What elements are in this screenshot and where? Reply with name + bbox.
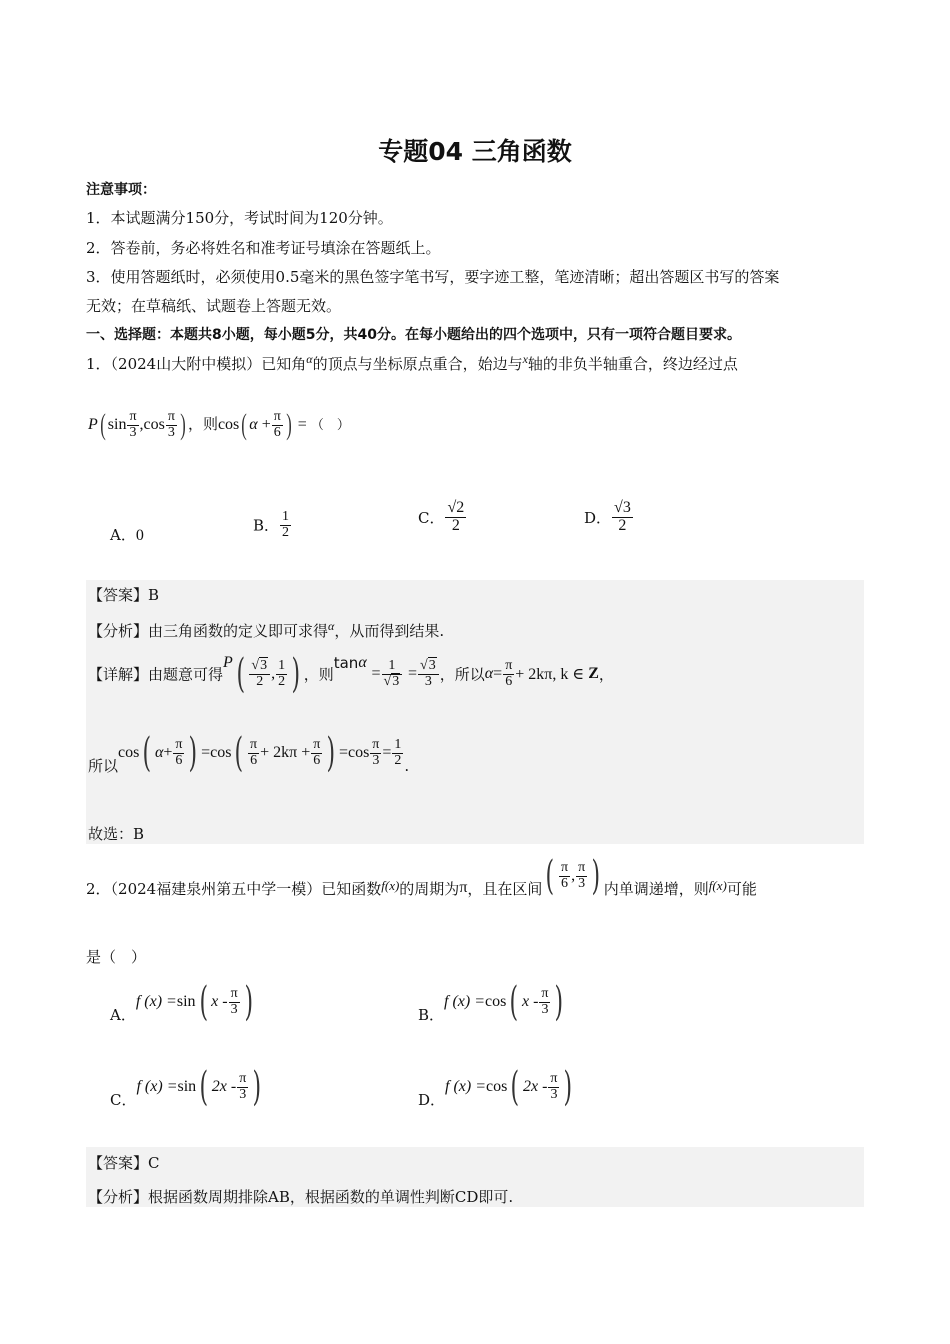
left-paren: ( bbox=[199, 1064, 209, 1110]
right-paren: ) bbox=[286, 408, 292, 442]
fraction bbox=[370, 738, 381, 768]
denominator: 6 bbox=[250, 752, 258, 768]
numerator: √3 bbox=[614, 499, 631, 516]
fraction bbox=[166, 410, 177, 440]
q2-stem bbox=[86, 853, 757, 899]
left-paren: ( bbox=[100, 408, 106, 442]
arg: x - bbox=[211, 993, 228, 1010]
q2-option-c[interactable] bbox=[110, 1064, 265, 1110]
fx: f(x) bbox=[381, 878, 400, 893]
denominator: 2 bbox=[256, 673, 264, 689]
arg: 2x - bbox=[522, 1078, 548, 1095]
alpha-symbol: α bbox=[306, 352, 313, 366]
integer-set: Z bbox=[588, 665, 599, 682]
denominator: 3 bbox=[230, 1001, 238, 1017]
q2-stem-text: 内单调递增，则 bbox=[603, 880, 709, 898]
fraction bbox=[280, 510, 291, 540]
q1-analysis bbox=[88, 619, 444, 641]
denominator: 6 bbox=[313, 752, 321, 768]
analysis-text: ，从而得到结果. bbox=[334, 622, 445, 640]
alpha-symbol: α bbox=[358, 654, 367, 671]
fraction bbox=[612, 500, 633, 535]
notes-item: 无效；在草稿纸、试题卷上答题无效。 bbox=[86, 297, 342, 315]
fraction bbox=[418, 659, 439, 689]
numerator: 1 bbox=[394, 736, 402, 752]
option-label: A． bbox=[110, 1006, 136, 1024]
q1-option-c[interactable] bbox=[418, 500, 467, 535]
left-paren: ( bbox=[509, 979, 519, 1025]
fraction bbox=[503, 659, 514, 689]
radicand: 3 bbox=[428, 657, 436, 673]
equals: = bbox=[338, 744, 348, 761]
fraction bbox=[576, 861, 587, 891]
denominator: 3 bbox=[550, 1086, 558, 1102]
denominator: 2 bbox=[282, 524, 290, 540]
cos-text: cos bbox=[143, 415, 165, 433]
fraction bbox=[559, 861, 570, 891]
numerator: π bbox=[175, 736, 183, 752]
fn-name: sin bbox=[177, 1078, 197, 1095]
notes-item: 2．答卷前，务必将姓名和准考证号填涂在答题纸上。 bbox=[86, 239, 441, 257]
cos-text: cos bbox=[217, 415, 240, 433]
q2-answer bbox=[88, 1152, 160, 1173]
q1-option-b[interactable] bbox=[253, 510, 292, 540]
denominator: 6 bbox=[175, 752, 183, 768]
period: . bbox=[404, 757, 410, 775]
sin-text: sin bbox=[107, 415, 127, 433]
answer-label: 【答案】 bbox=[88, 1154, 149, 1172]
q2-analysis bbox=[88, 1186, 513, 1207]
analysis-label: 【分析】 bbox=[88, 1188, 149, 1206]
sqrt: √3 bbox=[383, 673, 400, 689]
q1-detail-line bbox=[88, 651, 614, 697]
notes-item: 1．本试题满分150分，考试时间为120分钟。 bbox=[86, 209, 393, 227]
left-paren: ( bbox=[199, 979, 208, 1025]
answer-value: C bbox=[148, 1154, 160, 1172]
q1-number: 1． bbox=[86, 355, 111, 373]
equals: = bbox=[201, 744, 211, 761]
q2-stem-text: ，且在区间 bbox=[467, 880, 543, 898]
alpha-symbol: α bbox=[484, 665, 494, 682]
numerator: 1 bbox=[282, 509, 290, 524]
plus: + bbox=[163, 744, 173, 761]
q2-option-b[interactable] bbox=[418, 979, 567, 1025]
left-paren: ( bbox=[236, 651, 245, 697]
q1-source: （2024山大附中模拟） bbox=[110, 355, 262, 373]
option-label: A． bbox=[110, 526, 136, 544]
denominator: 2 bbox=[394, 752, 402, 768]
equals: = bbox=[408, 665, 418, 682]
fraction bbox=[311, 738, 322, 768]
cos-text: cos bbox=[210, 744, 232, 761]
q1-detail-line bbox=[88, 730, 410, 776]
q2-stem-text: 已知函数 bbox=[321, 880, 382, 898]
plus: + bbox=[261, 415, 271, 433]
fn-name: cos bbox=[485, 993, 507, 1010]
radicand: 3 bbox=[392, 673, 400, 689]
denominator: 3 bbox=[541, 1001, 549, 1017]
alpha-symbol: α bbox=[249, 415, 258, 433]
denominator: 2 bbox=[278, 673, 286, 689]
left-paren: ( bbox=[510, 1064, 520, 1110]
numerator: π bbox=[541, 985, 549, 1001]
fraction bbox=[127, 410, 138, 440]
numerator: √2 bbox=[447, 499, 465, 516]
right-paren: ) bbox=[188, 730, 198, 776]
numerator: 1 bbox=[382, 659, 403, 675]
f-eq: f (x) = bbox=[444, 993, 486, 1010]
sqrt: √3 bbox=[251, 657, 268, 673]
numerator: π bbox=[561, 859, 569, 875]
numerator: π bbox=[129, 409, 137, 424]
analysis-label: 【分析】 bbox=[88, 622, 149, 640]
alpha-symbol: α bbox=[328, 619, 335, 633]
numerator bbox=[418, 659, 439, 675]
fx: f(x) bbox=[708, 878, 727, 893]
sqrt: √3 bbox=[420, 657, 436, 673]
arg: x - bbox=[521, 993, 539, 1010]
option-label: D． bbox=[584, 508, 612, 527]
numerator: π bbox=[372, 736, 380, 752]
denominator: 3 bbox=[129, 424, 137, 440]
cos-text: cos bbox=[347, 744, 370, 761]
right-paren: ) bbox=[180, 408, 186, 442]
fraction bbox=[248, 738, 259, 768]
option-label: B． bbox=[418, 1006, 445, 1024]
q1-choose: 故选：B bbox=[88, 825, 145, 843]
numerator: π bbox=[505, 657, 513, 673]
blank: （ ） bbox=[310, 416, 350, 432]
detail-text: ，所以 bbox=[439, 665, 485, 684]
analysis-text: 由三角函数的定义即可求得 bbox=[148, 622, 329, 640]
q2-stem-text: 的周期为 bbox=[399, 880, 460, 898]
denominator: 3 bbox=[424, 673, 432, 689]
numerator: 1 bbox=[278, 657, 286, 673]
q1-stem-text: 已知角 bbox=[261, 355, 307, 373]
fraction bbox=[392, 738, 403, 768]
right-paren: ) bbox=[554, 979, 564, 1025]
fraction bbox=[382, 659, 403, 689]
q1-answer bbox=[88, 584, 159, 605]
q2-option-d[interactable] bbox=[418, 1064, 576, 1110]
option-label: C． bbox=[418, 508, 445, 527]
numerator: π bbox=[273, 409, 281, 424]
equals: = bbox=[493, 665, 503, 682]
comma: , bbox=[571, 867, 576, 884]
equals: = bbox=[297, 415, 307, 433]
point-p: P bbox=[88, 415, 98, 433]
numerator: π bbox=[550, 1070, 558, 1086]
denominator: 3 bbox=[239, 1086, 247, 1102]
denominator: 6 bbox=[273, 424, 281, 440]
denominator: 6 bbox=[505, 673, 513, 689]
denominator bbox=[382, 675, 403, 690]
q1-option-d[interactable] bbox=[584, 500, 634, 535]
fraction bbox=[249, 659, 270, 689]
section-heading: 一、选择题：本题共8小题，每小题5分，共40分。在每小题给出的四个选项中，只有一项符合题目要求。 bbox=[86, 327, 741, 343]
left-paren: ( bbox=[234, 730, 244, 776]
q1-stem-text: 的顶点与坐标原点重合，始边与 bbox=[312, 355, 523, 373]
numerator: π bbox=[313, 736, 321, 752]
option-label: B． bbox=[253, 516, 280, 535]
then-text: ，则 bbox=[187, 416, 218, 433]
right-paren: ) bbox=[291, 651, 301, 697]
equals: = bbox=[371, 665, 381, 682]
x-symbol: x bbox=[522, 352, 528, 366]
right-paren: ) bbox=[252, 1064, 262, 1110]
fn-name: sin bbox=[176, 993, 196, 1010]
q2-number: 2． bbox=[86, 880, 111, 898]
numerator: π bbox=[230, 985, 238, 1001]
numerator: π bbox=[239, 1070, 247, 1086]
q1-stem bbox=[86, 352, 738, 374]
right-paren: ) bbox=[244, 979, 253, 1025]
denominator: 3 bbox=[372, 752, 380, 768]
numerator: π bbox=[167, 409, 175, 424]
k-text: + 2kπ, k ∈ bbox=[515, 666, 589, 683]
q2-stem-cont: 是（ ） bbox=[86, 948, 147, 966]
fraction bbox=[173, 738, 184, 768]
right-paren: ) bbox=[326, 730, 336, 776]
notes-item: 3．使用答题纸时，必须使用0.5毫米的黑色签字笔书写，要字迹工整，笔迹清晰；超出答题区书写的答案 bbox=[86, 268, 780, 286]
numerator bbox=[249, 659, 270, 675]
denominator: 3 bbox=[578, 875, 586, 891]
detail-text: 由题意可得 bbox=[148, 665, 224, 684]
fraction bbox=[548, 1072, 559, 1102]
page-title: 专题04 三角函数 bbox=[378, 137, 572, 166]
q2-stem-text: 可能 bbox=[726, 880, 757, 898]
tan-text: tan bbox=[333, 654, 359, 672]
f-eq: f (x) = bbox=[135, 993, 177, 1010]
option-value: 0 bbox=[135, 527, 144, 544]
option-label: D． bbox=[418, 1091, 446, 1109]
equals: = bbox=[382, 744, 392, 761]
f-eq: f (x) = bbox=[445, 1078, 487, 1095]
denominator: 2 bbox=[618, 516, 627, 534]
right-paren: ) bbox=[591, 853, 601, 899]
analysis-text: 根据函数周期排除AB，根据函数的单调性判断CD即可. bbox=[148, 1188, 514, 1206]
fraction bbox=[276, 659, 287, 689]
detail-label: 【详解】 bbox=[88, 665, 149, 684]
numerator: π bbox=[250, 736, 258, 752]
denominator: 2 bbox=[451, 516, 460, 534]
fraction bbox=[229, 987, 240, 1017]
arg: 2x - bbox=[211, 1078, 237, 1095]
left-paren: ( bbox=[545, 853, 555, 899]
q2-source: （2024福建泉州第五中学一模） bbox=[110, 880, 322, 898]
fn-name: cos bbox=[486, 1078, 508, 1095]
answer-label: 【答案】 bbox=[88, 586, 149, 604]
detail-text: 所以 bbox=[88, 757, 119, 775]
notes-heading: 注意事项： bbox=[86, 182, 156, 198]
fraction bbox=[445, 500, 466, 535]
numerator: π bbox=[578, 859, 586, 875]
detail-text: ，则 bbox=[303, 665, 334, 684]
left-paren: ( bbox=[241, 408, 248, 442]
q1-stem-text: 轴的非负半轴重合，终边经过点 bbox=[527, 355, 738, 373]
q1-option-a[interactable] bbox=[110, 524, 144, 545]
fraction bbox=[237, 1072, 248, 1102]
q1-point-expression bbox=[88, 410, 350, 440]
fraction bbox=[539, 987, 550, 1017]
denominator: 6 bbox=[561, 875, 569, 891]
fraction bbox=[272, 410, 283, 440]
f-eq: f (x) = bbox=[136, 1078, 178, 1095]
answer-value: B bbox=[148, 586, 160, 604]
right-paren: ) bbox=[563, 1064, 573, 1110]
point-p: P bbox=[223, 654, 233, 671]
option-label: C． bbox=[110, 1091, 137, 1109]
pi: π bbox=[459, 879, 468, 896]
cos-text: cos bbox=[118, 744, 140, 761]
q2-option-a[interactable] bbox=[110, 979, 256, 1025]
left-paren: ( bbox=[142, 730, 152, 776]
radicand: 3 bbox=[260, 657, 268, 673]
two-k-pi: + 2kπ + bbox=[260, 744, 311, 761]
comma: , bbox=[271, 665, 276, 682]
comma: ， bbox=[598, 665, 614, 684]
comma: , bbox=[139, 415, 144, 433]
denominator: 3 bbox=[167, 424, 175, 440]
alpha-symbol: α bbox=[154, 744, 164, 761]
